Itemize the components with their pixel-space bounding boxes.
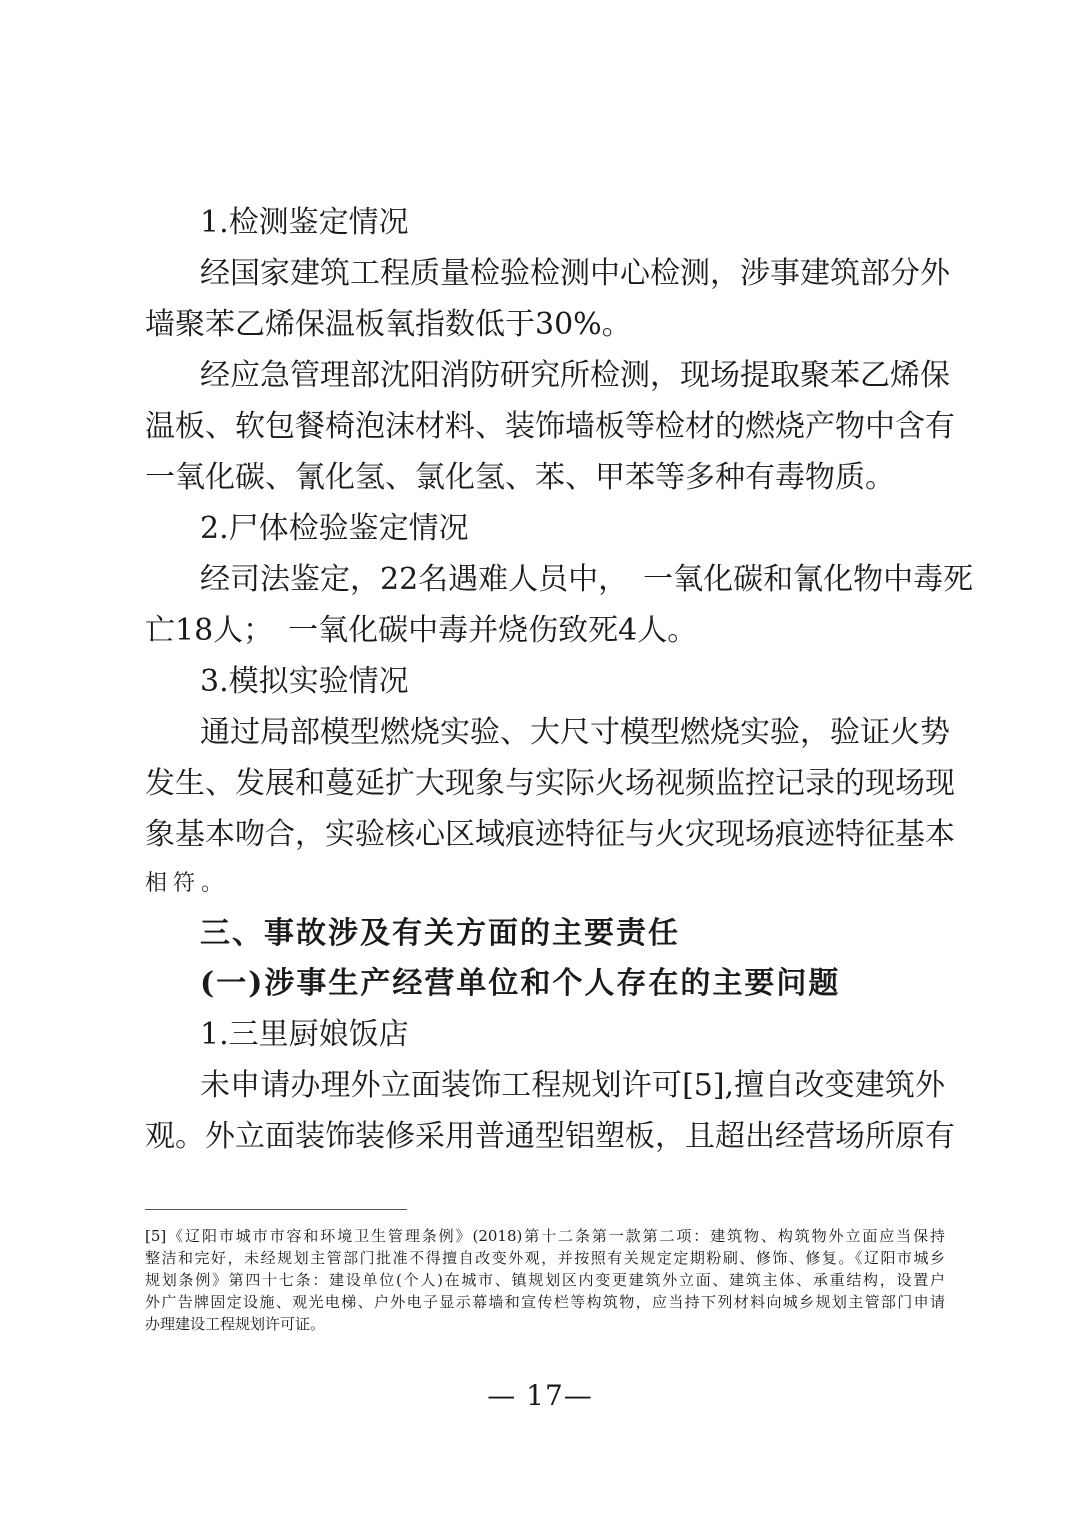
footnote-line: 办理建设工程规划许可证。 xyxy=(145,1315,326,1333)
item-1-heading: 1.三里厨娘饭店 xyxy=(200,1017,409,1052)
paragraph-line: 观。外立面装饰装修采用普通型铝塑板，且超出经营场所原有 xyxy=(145,1119,955,1154)
paragraph-line: 相符。 xyxy=(145,871,230,896)
footnote-line: 整洁和完好，未经规划主管部门批准不得擅自改变外观，并按照有关规定定期粉刷、修饰、修复。《辽阳市城乡 xyxy=(145,1249,945,1267)
footnote-line: 规划条例》第四十七条：建设单位(个人)在城市、镇规划区内变更建筑外立面、建筑主体、承重结构，设置户 xyxy=(145,1271,945,1289)
paragraph-line: 一氧化碳、氰化氢、氯化氢、苯、甲苯等多种有毒物质。 xyxy=(145,460,895,495)
paragraph-line: 亡18人； 一氧化碳中毒并烧伤致死4人。 xyxy=(145,613,698,648)
paragraph-line: 经国家建筑工程质量检验检测中心检测，涉事建筑部分外 xyxy=(200,256,950,291)
paragraph-line: 温板、软包餐椅泡沫材料、装饰墙板等检材的燃烧产物中含有 xyxy=(145,409,955,444)
paragraph-line: 发生、发展和蔓延扩大现象与实际火场视频监控记录的现场现 xyxy=(145,766,955,801)
footnote-line: [5]《辽阳市城市市容和环境卫生管理条例》(2018)第十二条第一款第二项：建筑物、构筑物外立面应当保持 xyxy=(145,1227,945,1245)
page-number: — 17— xyxy=(487,1379,593,1412)
paragraph-line: 经司法鉴定，22名遇难人员中， 一氧化碳和氰化物中毒死 xyxy=(200,562,974,597)
paragraph-line: 象基本吻合，实验核心区域痕迹特征与火灾现场痕迹特征基本 xyxy=(145,817,955,852)
paragraph-line: 墙聚苯乙烯保温板氧指数低于30%。 xyxy=(145,307,632,342)
footnote-divider xyxy=(145,1209,407,1210)
paragraph-line: 经应急管理部沈阳消防研究所检测，现场提取聚苯乙烯保 xyxy=(200,358,950,393)
subsection-1-heading: (一)涉事生产经营单位和个人存在的主要问题 xyxy=(200,966,841,1001)
section-3-heading: 3.模拟实验情况 xyxy=(200,664,409,699)
footnote-line: 外广告牌固定设施、观光电梯、户外电子显示幕墙和宣传栏等构筑物，应当持下列材料向城乡规划主管部门申请 xyxy=(145,1293,945,1311)
section-1-heading: 1.检测鉴定情况 xyxy=(200,205,409,240)
paragraph-line: 未申请办理外立面装饰工程规划许可[5],擅自改变建筑外 xyxy=(200,1068,945,1103)
chapter-3-heading: 三、事故涉及有关方面的主要责任 xyxy=(200,916,680,951)
paragraph-line: 通过局部模型燃烧实验、大尺寸模型燃烧实验，验证火势 xyxy=(200,715,950,750)
section-2-heading: 2.尸体检验鉴定情况 xyxy=(200,511,469,546)
